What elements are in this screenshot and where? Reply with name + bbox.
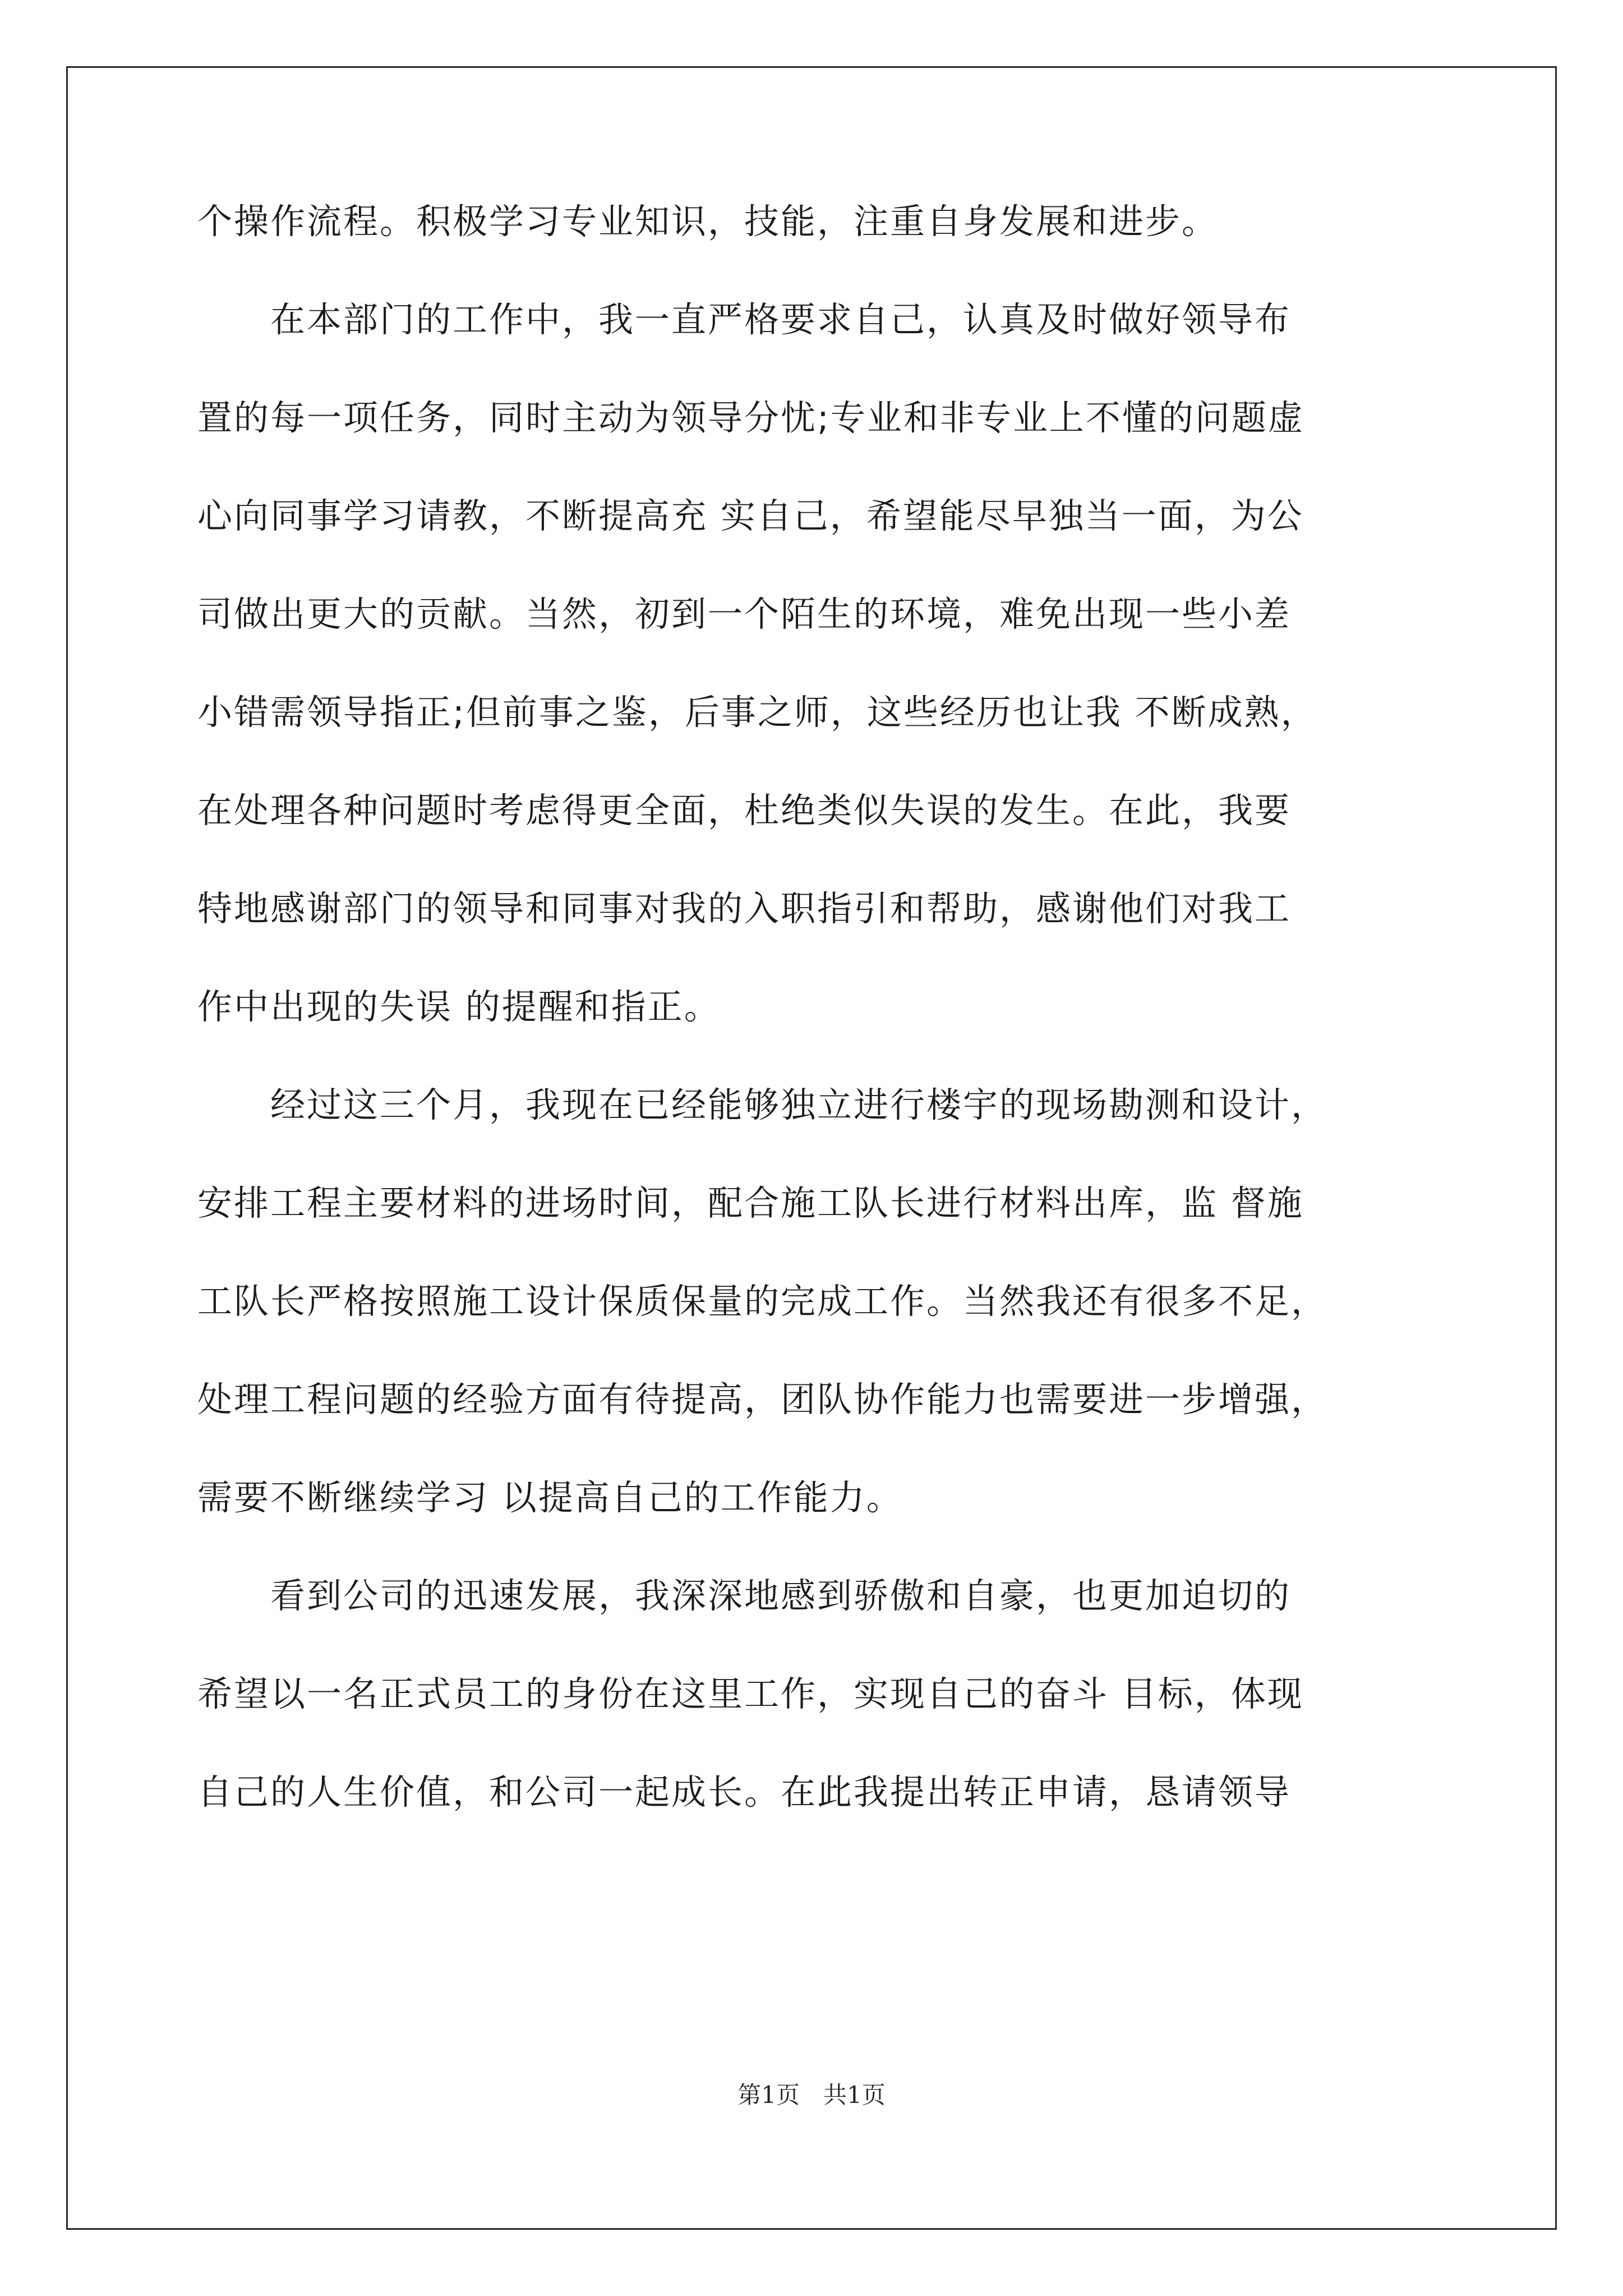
text-line: 小错需领导指正;但前事之鉴，后事之师，这些经历也让我 不断成熟， [197, 692, 1317, 733]
text-line: 在处理各种问题时考虑得更全面，杜绝类似失误的发生。在此，我要 [197, 790, 1292, 831]
text-line: 在本部门的工作中，我一直严格要求自己，认真及时做好领导布 [197, 299, 1292, 340]
text-line: 工队长严格按照施工设计保质保量的完成工作。当然我还有很多不足， [197, 1281, 1328, 1322]
text-line: 经过这三个月，我现在已经能够独立进行楼宇的现场勘测和设计， [197, 1084, 1328, 1125]
text-line: 看到公司的迅速发展，我深深地感到骄傲和自豪，也更加迫切的 [197, 1575, 1292, 1616]
text-line: 自己的人生价值，和公司一起成长。在此我提出转正申请，恳请领导 [197, 1772, 1292, 1812]
text-line: 个操作流程。积极学习专业知识，技能，注重自身发展和进步。 [197, 201, 1219, 242]
text-line: 作中出现的失误 的提醒和指正。 [197, 986, 721, 1027]
text-line: 心向同事学习请教，不断提高充 实自己，希望能尽早独当一面，为公 [197, 495, 1304, 536]
text-line: 需要不断继续学习 以提高自己的工作能力。 [197, 1477, 903, 1518]
text-line: 司做出更大的贡献。当然，初到一个陌生的环境，难免出现一些小差 [197, 593, 1292, 634]
text-line: 特地感谢部门的领导和同事对我的入职指引和帮助，感谢他们对我工 [197, 888, 1292, 929]
page-footer: 第1页 共1页 [737, 2081, 886, 2109]
text-line: 希望以一名正式员工的身份在这里工作，实现自己的奋斗 目标，体现 [197, 1673, 1304, 1714]
text-line: 置的每一项任务，同时主动为领导分忧;专业和非专业上不懂的问题虚 [197, 397, 1304, 438]
text-line: 安排工程主要材料的进场时间，配合施工队长进行材料出库，监 督施 [197, 1182, 1304, 1223]
text-line: 处理工程问题的经验方面有待提高，团队协作能力也需要进一步增强， [197, 1379, 1328, 1420]
